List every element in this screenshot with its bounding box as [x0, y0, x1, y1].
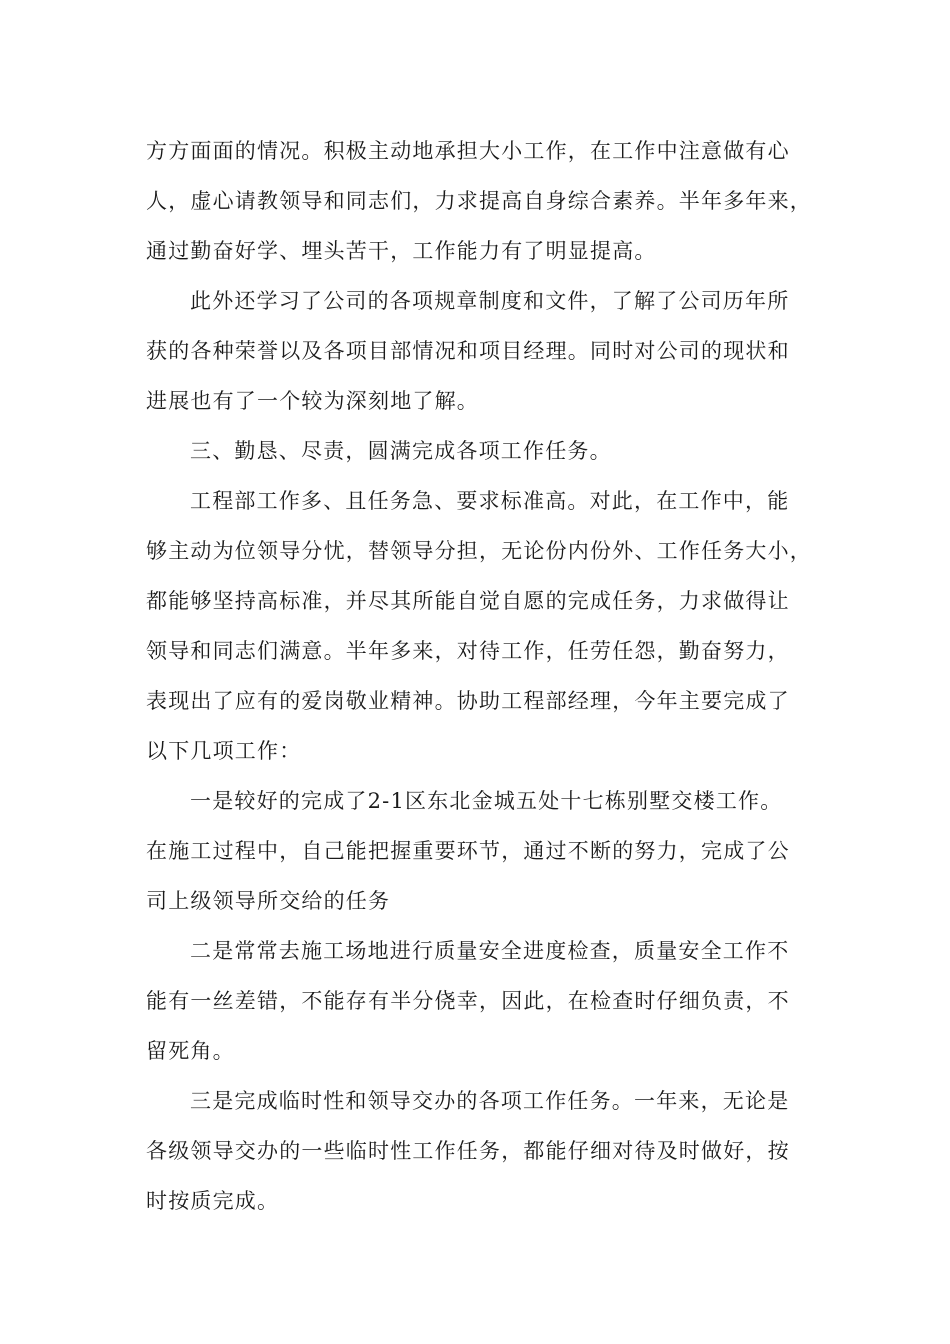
text-line: 表现出了应有的爱岗敬业精神。协助工程部经理，今年主要完成了: [146, 689, 790, 713]
text-line: 能有一丝差错，不能存有半分侥幸，因此，在检查时仔细负责，不: [146, 989, 790, 1013]
paragraph-start: 工程部工作多、且任务急、要求标准高。对此，在工作中，能: [190, 489, 790, 513]
text-line: 在施工过程中，自己能把握重要环节，通过不断的努力，完成了公: [146, 839, 790, 863]
text-line: 各级领导交办的一些临时性工作任务，都能仔细对待及时做好，按: [146, 1139, 790, 1163]
text-line: 方方面面的情况。积极主动地承担大小工作，在工作中注意做有心: [146, 139, 790, 163]
text-line: 留死角。: [146, 1039, 235, 1063]
text-line: 获的各种荣誉以及各项目部情况和项目经理。同时对公司的现状和: [146, 339, 790, 363]
paragraph-start: 二是常常去施工场地进行质量安全进度检查，质量安全工作不: [190, 939, 790, 963]
text-line: 领导和同志们满意。半年多来，对待工作，任劳任怨，勤奋努力，: [146, 639, 790, 663]
text-line: 进展也有了一个较为深刻地了解。: [146, 389, 479, 413]
paragraph-start: 三是完成临时性和领导交办的各项工作任务。一年来，无论是: [190, 1089, 790, 1113]
paragraph-start: 一是较好的完成了2-1区东北金城五处十七栋别墅交楼工作。: [190, 789, 783, 813]
text-line: 够主动为位领导分忧，替领导分担，无论份内份外、工作任务大小，: [146, 539, 812, 563]
text-line: 都能够坚持高标准，并尽其所能自觉自愿的完成任务，力求做得让: [146, 589, 790, 613]
text-line: 时按质完成。: [146, 1189, 280, 1213]
text-line: 司上级领导所交给的任务: [146, 889, 391, 913]
section-heading: 三、勤恳、尽责，圆满完成各项工作任务。: [190, 439, 612, 463]
text-line: 人，虚心请教领导和同志们，力求提高自身综合素养。半年多年来，: [146, 189, 812, 213]
paragraph-start: 此外还学习了公司的各项规章制度和文件，了解了公司历年所: [190, 289, 790, 313]
text-line: 通过勤奋好学、埋头苦干，工作能力有了明显提高。: [146, 239, 657, 263]
text-line: 以下几项工作：: [146, 739, 302, 763]
